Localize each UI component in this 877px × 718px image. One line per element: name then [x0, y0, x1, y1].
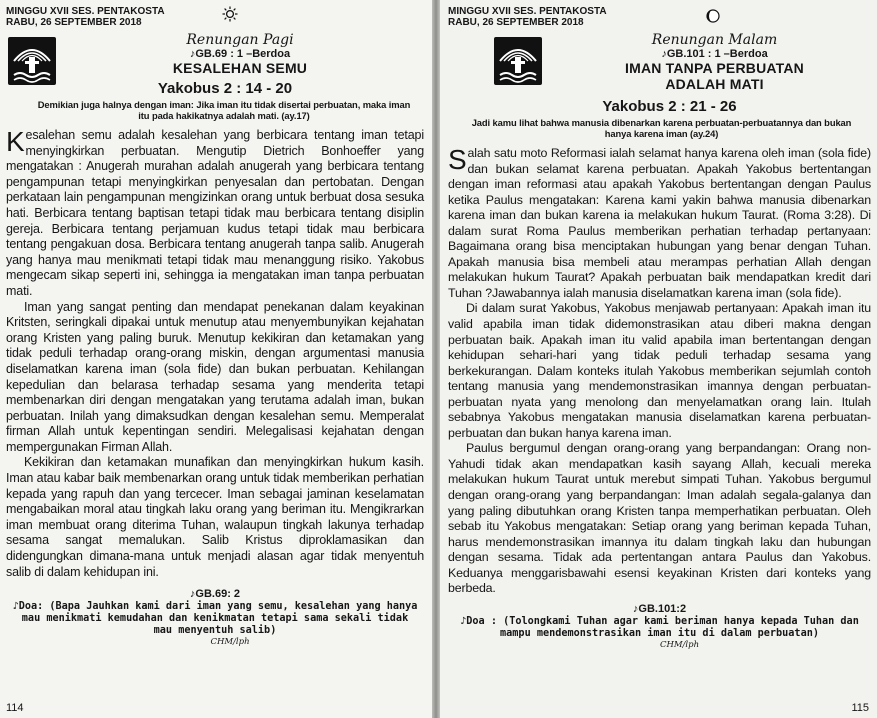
right-paragraph-1: Salah satu moto Reformasi ialah selamat hanya karena oleh iman (sola fide) dan bukan selamat karena perbuatan. Apakah Yakobus bertentangan dengan iman reformasi atau apakah Yakobus bertentangan dengan Paulus ketika Paulus mengatakan: Karena kami yakin bahwa manusia dibenarkan karena iman dan bukan karena ia melakukan hukum Taurat. (Roma 3:28). Di dalam surat Roma Paulus memberikan perhatian terhadap pertanyaan: Bagaimana orang bisa menciptakan hubungan yang benar dengan Tuhan. Apakah manusia bisa membeli atau merampas perhatian Allah dengan melakukan hukum Taurat? Apakah perbuatan baik mendapatkan kredit dari Tuhan ?Jawabannya ialah manusia diselamatkan karena iman (sola fide).	[448, 144, 871, 300]
left-title: KESALEHAN SEMU	[172, 60, 308, 76]
church-logo-right	[494, 37, 542, 85]
left-paragraph-2: Iman yang sangat penting dan mendapat penekanan dalam keyakinan Kritsten, seringkali dipakai untuk menutup atau menyembunyikan kejahatan orang Kristen yang paling buruk. Menutup kekikiran dan ketamakan yang tidak peduli terhadap orang-orang miskin, dengan argumentasi manusia diselamatkan karena iman (sola fide) dan bukan perbuatan. Kehilangan kepedulian dan belarasa terhadap sesama yang menderita tetapi membenarkan diri dengan mengatakan yang terutama adalah iman, bukan perbuatan. Inilah yang dimaksudkan dengan kesalehan semu. Memperalat firman Allah untuk kepentingan sendiri. Melegalisasi kejahatan dengan mempergunakan Firman Allah.	[6, 299, 424, 454]
right-signature: CHM/lph	[659, 639, 700, 650]
left-closing-song: ♪GB.69: 2	[189, 588, 241, 601]
left-page-number: 114	[6, 702, 24, 714]
sun-icon	[222, 6, 238, 27]
right-title-line-2: ADALAH MATI	[665, 76, 764, 92]
left-prayer: ♪Doa: (Bapa Jauhkan kami dari iman yang semu, kesalehan yang hanya mau menikmati kemudahan dan kenikmatan tetapi sama sekali tidak mau menyentuh salib)	[12, 601, 418, 637]
left-header	[6, 6, 424, 28]
left-opening-song: ♪GB.69 : 1 –Berdoa	[189, 48, 291, 60]
left-paragraph-3: Kekikiran dan ketamakan munafikan dan menyingkirkan hukum kasih. Iman atau kabar baik membenarkan orang untuk tidak memberikan perhatian kepada yang rapuh dan yang tercecer. Iman sebagai jaminan keselamatan mengabaikan moral atau tingkah laku orang yang beriman itu. Mengikrarkan iman membuat orang diterima Tuhan, walaupun tingkah lakunya terhadap sesama sangat memalukan. Salib Kristus diproklamasikan dan didengungkan dimana-mana untuk menjadi alasan agar tidak menyentuh salib di dalam kehidupan ini.	[6, 455, 424, 579]
right-prayer: ♪Doa : (Tolongkami Tuhan agar kami beriman hanya kepada Tuhan dan mampu mendemonstrasikan iman itu di dalam perbuatan)	[460, 615, 859, 639]
right-header	[448, 6, 871, 28]
right-scripture-reference: Yakobus 2 : 21 - 26	[602, 98, 737, 115]
right-title-line-1: IMAN TANPA PERBUATAN	[625, 60, 804, 76]
right-page-number: 115	[851, 702, 869, 714]
book-gutter	[432, 0, 440, 718]
left-body	[6, 128, 424, 580]
right-devotion-kind: Renungan Malam	[651, 32, 778, 48]
right-opening-song: ♪GB.101 : 1 –Berdoa	[661, 48, 768, 60]
left-devotion-kind: Renungan Pagi	[186, 32, 294, 48]
moon-icon	[706, 9, 720, 28]
right-drop-cap: S	[448, 144, 467, 175]
left-scripture-reference: Yakobus 2 : 14 - 20	[157, 80, 293, 97]
right-page	[440, 0, 877, 718]
left-key-verse: Demikian juga halnya dengan iman: Jika iman itu tidak disertai perbuatan, maka iman itu pada hakikatnya adalah mati. (ay.17)	[37, 99, 411, 121]
left-page	[0, 0, 432, 718]
left-signature: CHM/lph	[210, 637, 250, 648]
left-drop-cap: K	[6, 126, 25, 157]
right-body	[448, 146, 871, 597]
left-header-date: RABU, 26 SEPTEMBER 2018	[6, 17, 142, 28]
left-paragraph-1: Kesalehan semu adalah kesalehan yang berbicara tentang iman tetapi menyingkirkan perbuatan. Mengutip Dietrich Bonhoeffer yang mengatakan : Anugerah murahan adalah anugerah yang berbicara tentang pengampunan tetapi menyingkirkan penyesalan dan pertobatan. Dengan perkataan lain pengampunan mengizinkan orang untuk berbuat dosa sesuka hati. Berbicara tentang baptisan tetapi tidak mau berbicara tentang disiplin gereja. Berbicara tentang perjamuan kudus tetapi tidak mau berbicara tentang pengakuan dosa. Berbicara tentang anugerah tanpa salib. Anugerah yang hanya mau menikmati tetapi tidak mau menanggung risiko. Yakobus mengecam sikap seperti ini, sehingga ia mengatakan iman tanpa perbuatan mati.	[6, 126, 424, 298]
right-key-verse: Jadi kamu lihat bahwa manusia dibenarkan karena perbuatan-perbuatannya dan bukan hanya karena iman (ay.24)	[471, 117, 852, 139]
church-logo	[8, 37, 56, 85]
left-header-week: MINGGU XVII SES. PENTAKOSTA	[6, 6, 165, 17]
right-paragraph-2: Di dalam surat Yakobus, Yakobus menjawab pertanyaan: Apakah iman itu valid apabila iman tidak didemonstrasikan atau diberi makna dengan perbuatan baik. Apakah iman itu valid apabila iman bertentangan dengan kehidupan sehari-hari yang tidak peduli terhadap sesama yang berkekurangan. Dalam konteks itulah Yakobus memberikan sejumlah contoh tentang manusia yang mendemonstrasikan imannya dengan perbuatan-perbuatan nyata yang menolong dan menyelamatkan orang lain. Itulah sebabnya Yakobus mengatakan manusia diselamatkan karena perbuatan-perbuatan dan bukan hanya karena iman.	[448, 301, 871, 440]
right-header-week: MINGGU XVII SES. PENTAKOSTA	[448, 6, 607, 17]
right-header-date: RABU, 26 SEPTEMBER 2018	[448, 17, 584, 28]
right-closing-song: ♪GB.101:2	[632, 602, 687, 615]
right-paragraph-3: Paulus bergumul dengan orang-orang yang berpandangan: Orang non-Yahudi tidak akan mendapatkan kasih sayang Allah, kecuali mereka melakukan hukum Taurat untuk merebut simpati Tuhan. Yakobus bergumul dengan orang-orang yang berpandangan: Iman adalah segala-galanya dan yang paling dibutuhkan orang Kristen tanpa memperhatikan perbuatan. Oleh sebab itu Yakobus mengatakan: Setiap orang yang beriman kepada Tuhan, harus mendemonstrasikan imannya itu dalam tingkah laku dan hubungan dengan sesama. Tidak ada pertentangan antara Paulus dan Yakobus. Keduanya menggarisbawahi esensi keyakinan Kristen dari konteks yang berbeda.	[448, 441, 871, 596]
